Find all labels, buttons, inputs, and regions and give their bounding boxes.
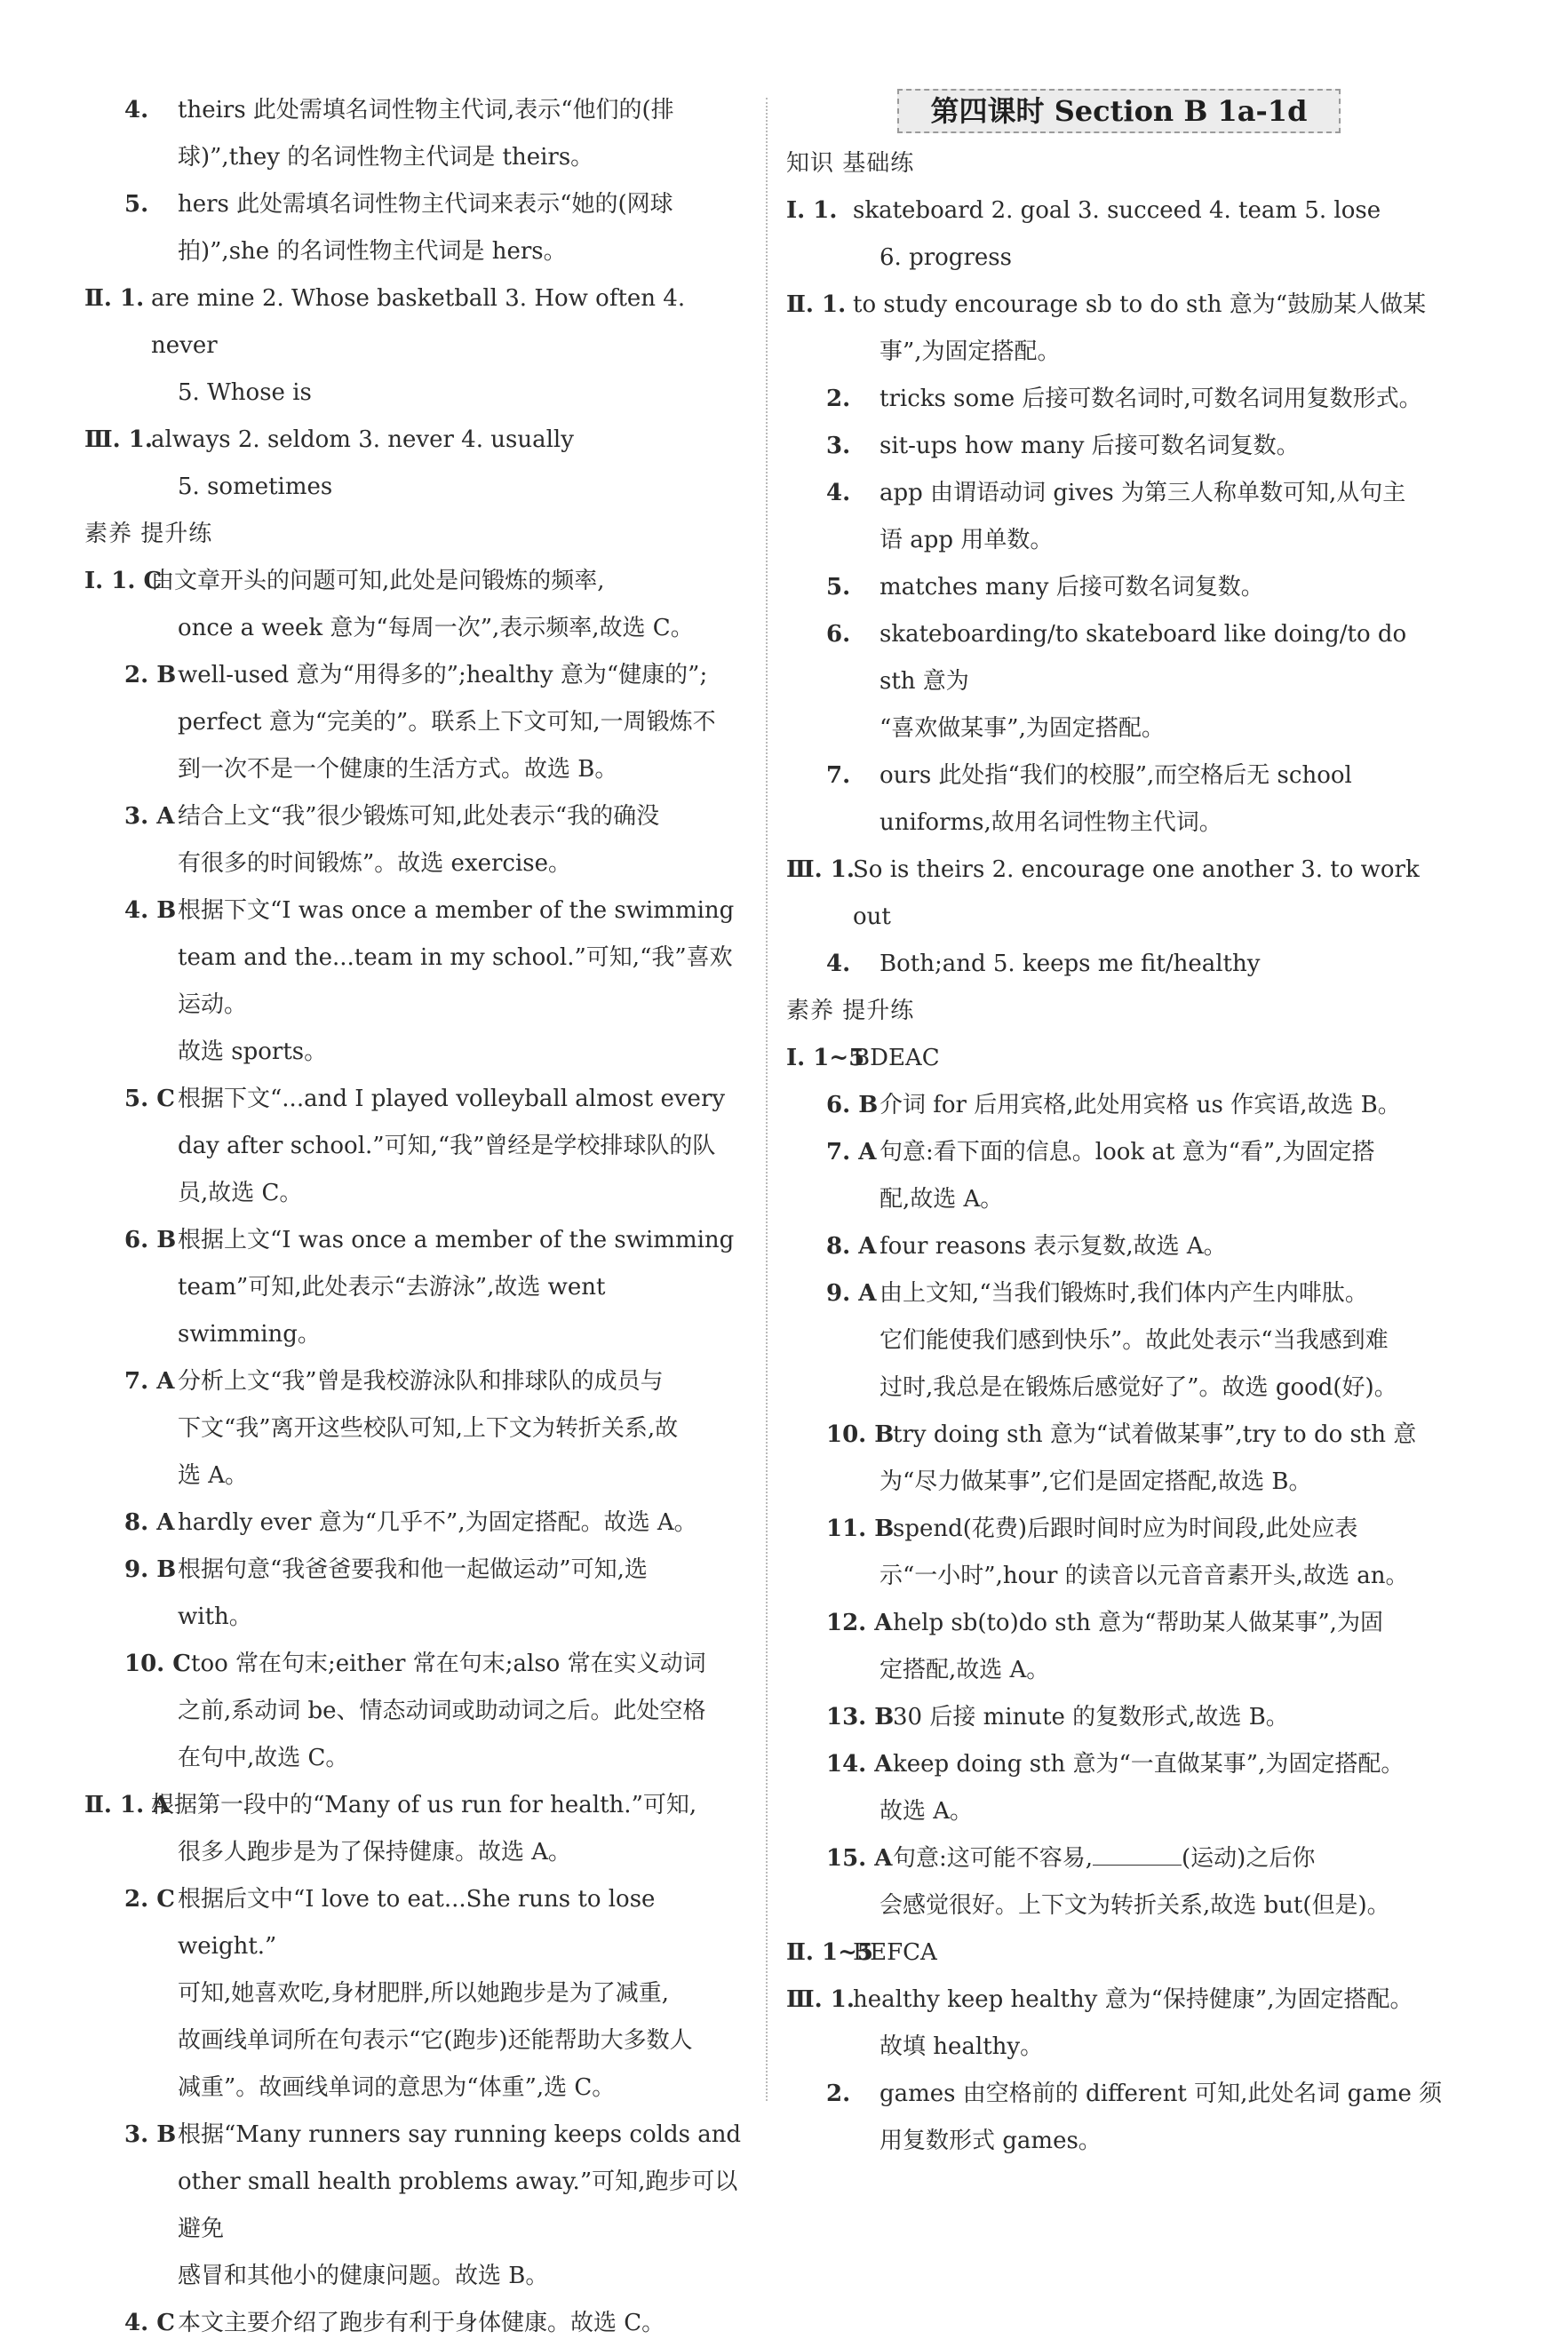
answer-label: 3. A: [124, 803, 175, 830]
answer-item: [84, 887, 746, 935]
answer-label: 5. C: [124, 1086, 175, 1112]
answer-continuation: 下文“我”离开这些校队可知,上下文为转折关系,故: [178, 1415, 679, 1442]
answer-text: BDEAC: [853, 1045, 940, 1071]
answer-text: BEFCA: [853, 1939, 937, 1966]
answer-text: try doing sth 意为“试着做某事”,try to do sth 意: [893, 1421, 1417, 1448]
answer-continuation: 故选 A。: [880, 1798, 974, 1825]
answer-label: 14. A: [826, 1751, 893, 1778]
answer-text: 由文章开头的问题可知,此处是问锻炼的频率,: [151, 568, 605, 594]
answer-continuation: 减重”。故画线单词的意思为“体重”,选 C。: [178, 2074, 616, 2101]
answer-label: Ⅲ. 1.: [786, 1986, 855, 2013]
answer-label: 7.: [826, 762, 851, 789]
answer-text: help sb(to)do sth 意为“帮助某人做某事”,为固: [893, 1610, 1383, 1636]
answer-text: hers 此处需填名词性物主代词来表示“她的(网球: [178, 191, 673, 218]
answer-label: 4.: [826, 951, 851, 977]
answer-continuation: day after school.”可知,“我”曾经是学校排球队的队: [178, 1133, 716, 1159]
answer-item: [84, 275, 746, 370]
answer-continuation: 故画线单词所在句表示“它(跑步)还能帮助大多数人: [178, 2027, 693, 2054]
left-column: [84, 87, 746, 2347]
answer-text: to study encourage sb to do sth 意为“鼓励某人做某: [853, 291, 1427, 318]
answer-label: Ⅲ. 1.: [84, 426, 153, 453]
answer-label: 10. B: [826, 1421, 895, 1448]
answer-item: [84, 652, 746, 699]
answer-text: tricks some 后接可数名词时,可数名词用复数形式。: [880, 386, 1422, 412]
answer-text: 根据上文“I was once a member of the swimming: [178, 1227, 735, 1253]
answer-continuation: 故填 healthy。: [880, 2033, 1044, 2060]
answer-label: 9. B: [124, 1556, 177, 1583]
answer-label: 4. C: [124, 2310, 175, 2336]
answer-item: [786, 1741, 1448, 1788]
answer-text: too 常在句末;either 常在句末;also 常在实义动词: [191, 1651, 706, 1677]
answer-text: 由上文知,“当我们锻炼时,我们体内产生内啡肽。: [880, 1280, 1368, 1307]
answer-label: 8. A: [826, 1233, 877, 1260]
answer-label: Ⅱ. 1.: [84, 285, 145, 312]
answer-label: 11. B: [826, 1516, 895, 1542]
answer-item: [786, 187, 1448, 235]
answer-continuation: with。: [178, 1603, 252, 1630]
answer-label: Ⅱ. 1. A: [84, 1792, 171, 1818]
answer-label: 7. A: [826, 1139, 877, 1166]
answer-text: are mine 2. Whose basketball 3. How often 4. never: [151, 285, 686, 359]
answer-text: 根据句意“我爸爸要我和他一起做运动”可知,选: [178, 1556, 648, 1583]
answer-item: [786, 1694, 1448, 1741]
answer-continuation: “喜欢做某事”,为固定搭配。: [880, 715, 1165, 742]
answer-text: games 由空格前的 different 可知,此处名词 game 须: [880, 2080, 1443, 2107]
answer-continuation: 到一次不是一个健康的生活方式。故选 B。: [178, 756, 618, 783]
answer-continuation: 可知,她喜欢吃,身材肥胖,所以她跑步是为了减重,: [178, 1980, 670, 2007]
answer-item: [786, 1412, 1448, 1459]
answer-continuation: perfect 意为“完美的”。联系上下文可知,一周锻炼不: [178, 709, 716, 736]
answer-continuation: 事”,为固定搭配。: [880, 338, 1061, 365]
answer-text: 本文主要介绍了跑步有利于身体健康。故选 C。: [178, 2310, 665, 2336]
answer-continuation: 拍)”,she 的名词性物主代词是 hers。: [178, 238, 567, 265]
right-column: [786, 87, 1448, 2165]
answer-continuation: team and the...team in my school.”可知,“我”喜欢运动。: [178, 944, 733, 1018]
answer-text-part: (运动)之后你: [1182, 1845, 1316, 1872]
answer-text: 结合上文“我”很少锻炼可知,此处表示“我的确没: [178, 803, 660, 830]
answer-text: 介词 for 后用宾格,此处用宾格 us 作宾语,故选 B。: [880, 1092, 1401, 1118]
answer-text: 根据后文中“I love to eat...She runs to lose weight.”: [178, 1886, 656, 1960]
answer-continuation: 语 app 用单数。: [880, 527, 1054, 553]
answer-text: four reasons 表示复数,故选 A。: [880, 1233, 1227, 1260]
answer-item: [786, 1082, 1448, 1129]
answer-text: Both;and 5. keeps me fit/healthy: [880, 951, 1261, 977]
answer-text: 分析上文“我”曾是我校游泳队和排球队的成员与: [178, 1368, 664, 1395]
answer-label: 3. B: [124, 2121, 177, 2148]
answer-item: [786, 1270, 1448, 1317]
answer-continuation: 员,故选 C。: [178, 1180, 303, 1206]
answer-label: 2.: [826, 386, 851, 412]
answer-continuation: 5. Whose is: [178, 379, 312, 406]
answer-label: 6. B: [826, 1092, 879, 1118]
answer-item: [786, 752, 1448, 800]
answer-continuation: once a week 意为“每周一次”,表示频率,故选 C。: [178, 615, 694, 641]
answer-continuation: 在句中,故选 C。: [178, 1745, 349, 1771]
answer-item: [786, 1600, 1448, 1647]
answer-continuation: team”可知,此处表示“去游泳”,故选 went swimming。: [178, 1274, 606, 1348]
answer-label: 4.: [124, 97, 149, 123]
answer-label: 13. B: [826, 1704, 895, 1730]
answer-label: 2. C: [124, 1886, 175, 1913]
answer-text: So is theirs 2. encourage one another 3. to work out: [853, 856, 1420, 930]
answer-item: [84, 1876, 746, 1970]
answer-label: 7. A: [124, 1368, 175, 1395]
answer-label: Ⅰ. 1. C: [84, 568, 163, 594]
answer-text: always 2. seldom 3. never 4. usually: [151, 426, 574, 453]
section-heading: 素养 提升练: [786, 998, 915, 1024]
column-divider: [766, 98, 768, 2101]
answer-continuation: 选 A。: [178, 1462, 249, 1489]
answer-item: [786, 423, 1448, 470]
answer-continuation: 为“尽力做某事”,它们是固定搭配,故选 B。: [880, 1468, 1312, 1495]
answer-text: matches many 后接可数名词复数。: [880, 574, 1264, 601]
answer-label: Ⅱ. 1.: [786, 291, 847, 318]
answer-continuation: 感冒和其他小的健康问题。故选 B。: [178, 2263, 549, 2289]
answer-continuation: 故选 sports。: [178, 1038, 328, 1065]
answer-item: [84, 2112, 746, 2159]
answer-label: 6. B: [124, 1227, 177, 1253]
answer-text: healthy keep healthy 意为“保持健康”,为固定搭配。: [853, 1986, 1413, 2013]
answer-item: [84, 1217, 746, 1264]
answer-item: [84, 558, 746, 605]
answer-label: 10. C: [124, 1651, 191, 1677]
answer-text: well-used 意为“用得多的”;healthy 意为“健康的”;: [178, 662, 708, 688]
answer-continuation: 6. progress: [880, 244, 1012, 271]
answer-item: [786, 376, 1448, 423]
answer-text: skateboard 2. goal 3. succeed 4. team 5. lose: [853, 197, 1381, 224]
answer-item: [786, 1506, 1448, 1553]
answer-item: [84, 793, 746, 840]
answer-text: 30 后接 minute 的复数形式,故选 B。: [893, 1704, 1289, 1730]
answer-item: [786, 1129, 1448, 1176]
answer-text: 句意:看下面的信息。look at 意为“看”,为固定搭: [880, 1139, 1375, 1166]
answer-item: [786, 611, 1448, 705]
answer-label: Ⅰ. 1.: [786, 197, 838, 224]
answer-item: [84, 1547, 746, 1594]
answer-item: [84, 1500, 746, 1547]
answer-item: [786, 564, 1448, 611]
answer-text: ours 此处指“我们的校服”,而空格后无 school: [880, 762, 1352, 789]
answer-item: [84, 417, 746, 464]
answer-continuation: 示“一小时”,hour 的读音以元音音素开头,故选 an。: [880, 1563, 1409, 1589]
answer-label: 5.: [124, 191, 149, 218]
section-heading: 素养 提升练: [84, 521, 213, 547]
answer-text: app 由谓语动词 gives 为第三人称单数可知,从句主: [880, 480, 1406, 506]
answer-text: sit-ups how many 后接可数名词复数。: [880, 433, 1300, 459]
answer-label: 2.: [826, 2080, 851, 2107]
answer-label: 5.: [826, 574, 851, 601]
answer-item: [786, 941, 1448, 988]
answer-text: 根据下文“...and I played volleyball almost every: [178, 1086, 726, 1112]
answer-text: theirs 此处需填名词性物主代词,表示“他们的(排: [178, 97, 674, 123]
answer-label: 15. A: [826, 1845, 893, 1872]
answer-continuation: 它们能使我们感到快乐”。故此处表示“当我感到难: [880, 1327, 1389, 1354]
answer-continuation: 定搭配,故选 A。: [880, 1657, 1050, 1683]
answer-label: Ⅱ. 1~5: [786, 1939, 873, 1966]
answer-label: 8. A: [124, 1509, 175, 1536]
section-heading: 知识 基础练: [786, 150, 915, 177]
answer-label: 4.: [826, 480, 851, 506]
answer-text: keep doing sth 意为“一直做某事”,为固定搭配。: [893, 1751, 1405, 1778]
answer-text: 根据“Many runners say running keeps colds and: [178, 2121, 742, 2148]
answer-item: [786, 282, 1448, 329]
answer-text: [893, 1835, 1448, 1882]
answer-continuation: other small health problems away.”可知,跑步可以避免: [178, 2168, 738, 2242]
answer-text: hardly ever 意为“几乎不”,为固定搭配。故选 A。: [178, 1509, 697, 1536]
answer-item: [84, 1641, 746, 1688]
answer-item: [84, 87, 746, 134]
answer-continuation: uniforms,故用名词性物主代词。: [880, 809, 1222, 836]
answer-item: [84, 1782, 746, 1829]
answer-text: spend(花费)后跟时间时应为时间段,此处应表: [893, 1516, 1358, 1542]
answer-item: [786, 1929, 1448, 1977]
answer-label: 4. B: [124, 897, 177, 924]
answer-text: 根据下文“I was once a member of the swimming: [178, 897, 735, 924]
answer-continuation: 有很多的时间锻炼”。故选 exercise。: [178, 850, 572, 877]
answer-label: Ⅰ. 1~5: [786, 1045, 865, 1071]
answer-item: [84, 1076, 746, 1123]
answer-label: 6.: [826, 621, 851, 648]
answer-item: [84, 181, 746, 228]
answer-continuation: 5. sometimes: [178, 473, 333, 500]
answer-label: 3.: [826, 433, 851, 459]
answer-continuation: 配,故选 A。: [880, 1186, 1004, 1213]
answer-continuation: 很多人跑步是为了保持健康。故选 A。: [178, 1839, 572, 1866]
answer-text: 根据第一段中的“Many of us run for health.”可知,: [151, 1792, 697, 1818]
answer-label: 2. B: [124, 662, 177, 688]
answer-continuation: 会感觉很好。上下文为转折关系,故选 but(但是)。: [880, 1892, 1390, 1919]
answer-item: [786, 1977, 1448, 2024]
answer-continuation: 之前,系动词 be、情态动词或助动词之后。此处空格: [178, 1698, 706, 1724]
section-title: 第四课时 Section B 1a-1d: [897, 89, 1341, 133]
answer-item: [786, 1035, 1448, 1082]
answer-continuation: 用复数形式 games。: [880, 2128, 1102, 2154]
answer-label: 9. A: [826, 1280, 877, 1307]
answer-item: [84, 1358, 746, 1405]
answer-item: [786, 1835, 1448, 1882]
answer-item: [786, 2071, 1448, 2118]
answer-text: skateboarding/to skateboard like doing/to do sth 意为: [880, 621, 1407, 695]
fill-in-blank: [1093, 1838, 1182, 1866]
answer-item: [786, 847, 1448, 941]
answer-item: [84, 2300, 746, 2347]
answer-continuation: 过时,我总是在锻炼后感觉好了”。故选 good(好)。: [880, 1374, 1397, 1401]
answer-item: [786, 1223, 1448, 1270]
answer-continuation: 球)”,they 的名词性物主代词是 theirs。: [178, 144, 594, 171]
answer-text-part: 句意:这可能不容易,: [893, 1845, 1094, 1872]
answer-label: Ⅲ. 1.: [786, 856, 855, 883]
answer-item: [786, 470, 1448, 517]
answer-label: 12. A: [826, 1610, 893, 1636]
